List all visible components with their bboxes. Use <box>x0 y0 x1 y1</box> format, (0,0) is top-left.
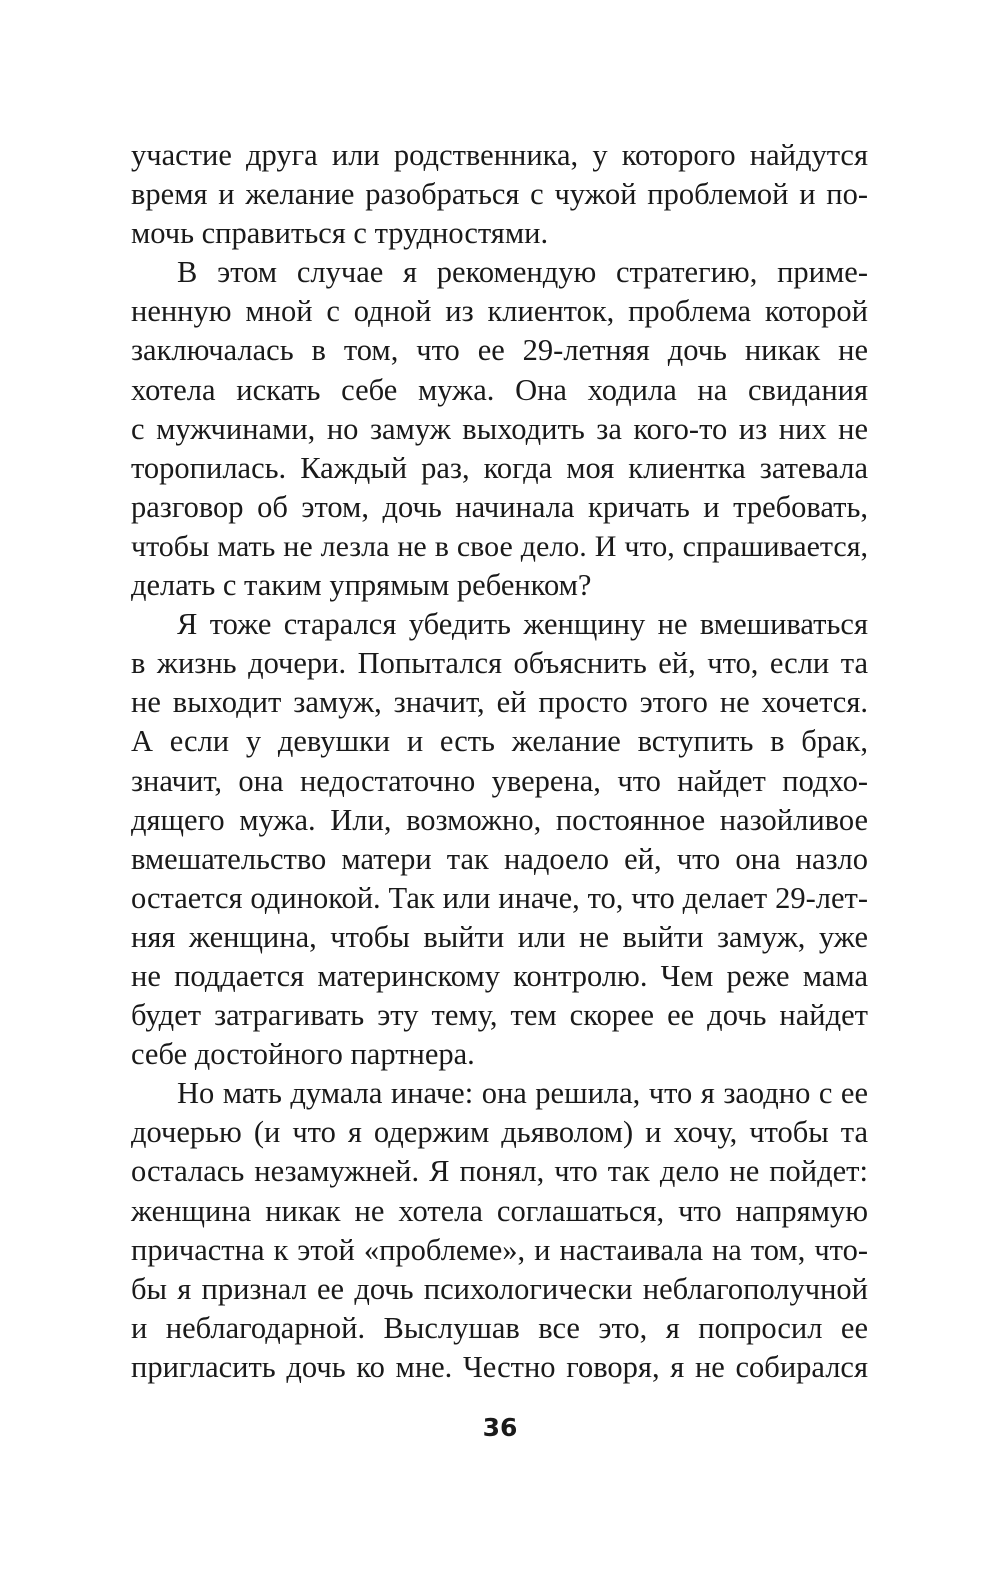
text-line: В этом случае я рекомендую стратегию, приме- <box>177 255 868 290</box>
text-line: пригласить дочь ко мне. Честно говоря, я не собирался <box>131 1349 868 1384</box>
text-line: заключалась в том, что ее 29-летняя дочь никак не <box>131 333 868 368</box>
text-line: няя женщина, чтобы выйти или не выйти замуж, уже <box>131 919 868 954</box>
text-line: время и желание разобраться с чужой проблемой и по- <box>131 177 868 212</box>
text-line: в жизнь дочери. Попытался объяснить ей, что, если та <box>131 646 868 681</box>
text-line: будет затрагивать эту тему, тем скорее ее дочь найдет <box>131 998 868 1033</box>
page-number: 36 <box>482 1413 518 1442</box>
text-line: делать с таким упрямым ребенком? <box>131 568 592 603</box>
text-line: дящего мужа. Или, возможно, постоянное назойливое <box>131 802 868 837</box>
text-line: бы я признал ее дочь психологически неблагополучной <box>131 1271 868 1306</box>
text-line: Но мать думала иначе: она решила, что я заодно с ее <box>177 1076 868 1111</box>
text-line: вмешательство матери так надоело ей, что она назло <box>131 841 868 876</box>
text-line: разговор об этом, дочь начинала кричать и требовать, <box>131 489 868 524</box>
text-line: участие друга или родственника, у которого найдутся <box>131 138 868 172</box>
text-line: хотела искать себе мужа. Она ходила на свидания <box>131 372 868 407</box>
text-line: торопилась. Каждый раз, когда моя клиентка затевала <box>131 450 868 485</box>
text-line: себе достойного партнера. <box>131 1037 475 1072</box>
text-line: значит, она недостаточно уверена, что найдет подхо- <box>131 763 868 798</box>
text-line: и неблагодарной. Выслушав все это, я попросил ее <box>131 1310 868 1345</box>
text-line: ненную мной с одной из клиенток, проблема которой <box>131 294 868 329</box>
text-line: не выходит замуж, значит, ей просто этого не хочется. <box>131 685 868 720</box>
text-line: дочерью (и что я одержим дьяволом) и хочу, чтобы та <box>131 1115 868 1150</box>
text-line: мочь справиться с трудностями. <box>131 216 549 251</box>
text-line: чтобы мать не лезла не в свое дело. И что, спрашивается, <box>131 529 868 563</box>
text-line: женщина никак не хотела соглашаться, что напрямую <box>131 1193 868 1228</box>
body-text <box>131 136 868 1387</box>
text-line: Я тоже старался убедить женщину не вмешиваться <box>177 607 868 642</box>
text-line: причастна к этой «проблеме», и настаивала на том, что- <box>131 1232 868 1267</box>
text-line: остается одинокой. Так или иначе, то, что делает 29-лет- <box>131 880 868 915</box>
text-line: с мужчинами, но замуж выходить за кого-то из них не <box>131 411 868 446</box>
text-line: А если у девушки и есть желание вступить в брак, <box>131 724 868 759</box>
text-line: осталась незамужней. Я понял, что так дело не пойдет: <box>131 1154 868 1189</box>
text-line: не поддается материнскому контролю. Чем реже мама <box>131 958 868 993</box>
